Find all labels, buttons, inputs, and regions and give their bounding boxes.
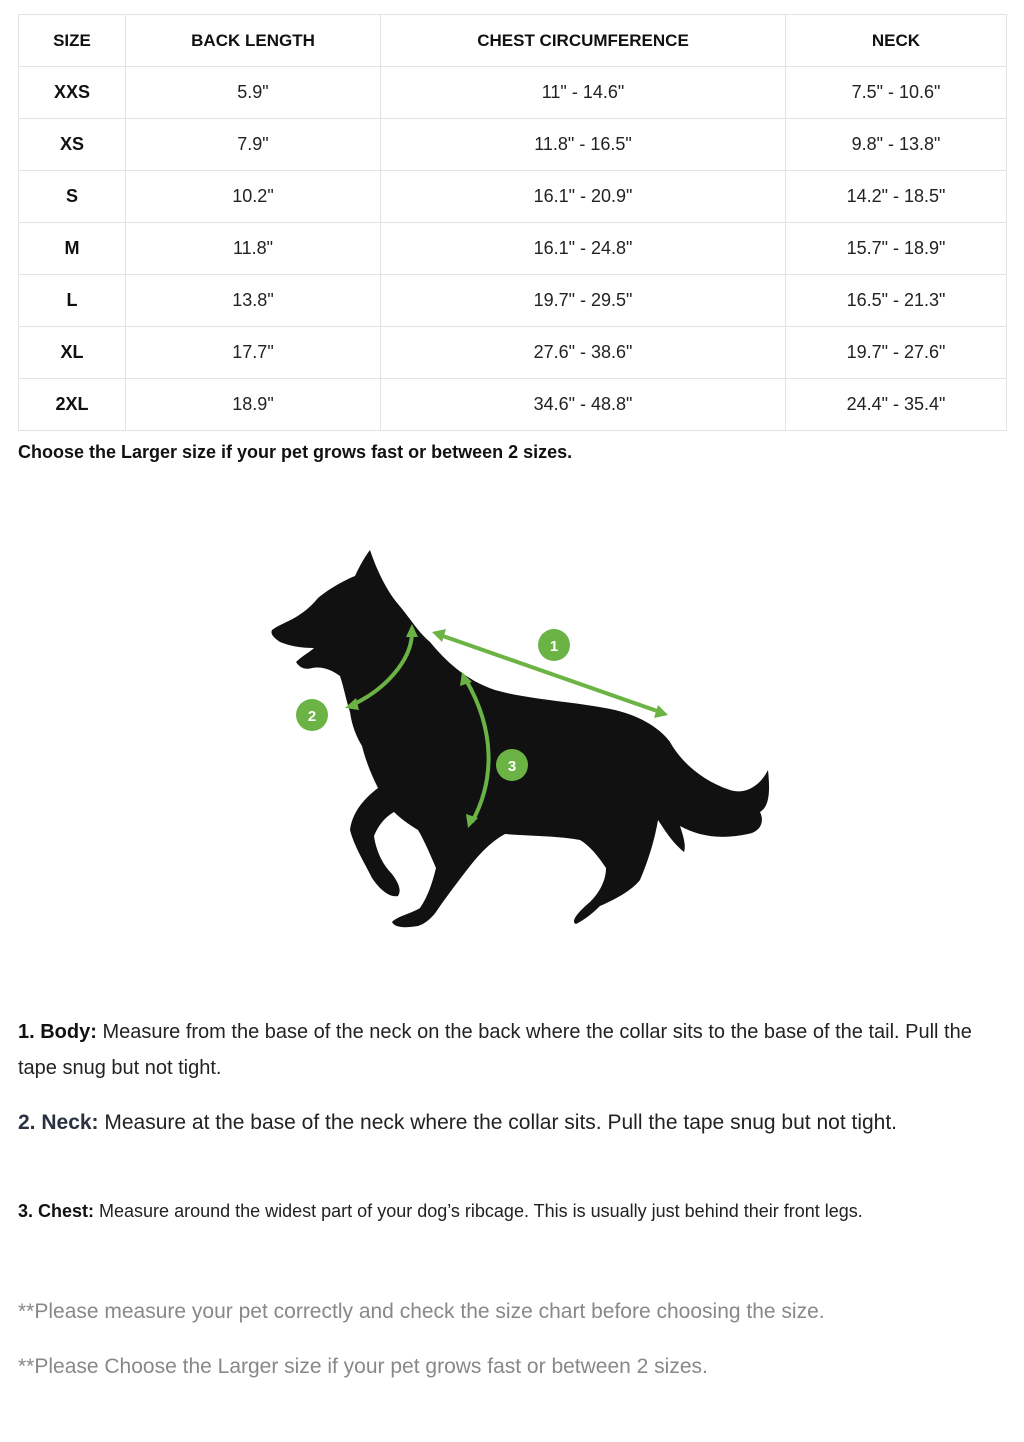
table-row: [19, 275, 1007, 327]
body-instruction-label: 1. Body:: [18, 1021, 97, 1043]
table-row: [19, 119, 1007, 171]
size-cell: S: [19, 171, 126, 223]
size-cell: XXS: [19, 67, 126, 119]
header-size: SIZE: [19, 15, 126, 67]
size-cell: XL: [19, 327, 126, 379]
header-back-length: BACK LENGTH: [126, 15, 381, 67]
marker-2-label: 2: [307, 708, 317, 725]
dog-measurement-diagram: [250, 530, 810, 950]
neck-cell: 24.4" - 35.4": [786, 379, 1007, 431]
chest-cell: 11" - 14.6": [381, 67, 786, 119]
neck-cell: 9.8" - 13.8": [786, 119, 1007, 171]
chest-cell: 19.7" - 29.5": [381, 275, 786, 327]
back-length-cell: 13.8": [126, 275, 381, 327]
back-length-cell: 18.9": [126, 379, 381, 431]
size-chart-table: [18, 14, 1007, 431]
chest-cell: 34.6" - 48.8": [381, 379, 786, 431]
chest-cell: 16.1" - 24.8": [381, 223, 786, 275]
body-instruction-text: Measure from the base of the neck on the back where the collar sits to the base of the tail. Pull the tape snug but not tight.: [18, 1021, 972, 1079]
back-length-cell: 11.8": [126, 223, 381, 275]
body-instruction: [18, 1014, 1008, 1086]
back-length-cell: 10.2": [126, 171, 381, 223]
header-neck: NECK: [786, 15, 1007, 67]
neck-cell: 15.7" - 18.9": [786, 223, 1007, 275]
size-cell: L: [19, 275, 126, 327]
arrowhead-icon: [432, 629, 446, 642]
table-row: [19, 379, 1007, 431]
larger-size-footnote: **Please Choose the Larger size if your pet grows fast or between 2 sizes.: [18, 1355, 708, 1378]
table-row: [19, 67, 1007, 119]
table-row: [19, 223, 1007, 275]
header-chest-circumference: CHEST CIRCUMFERENCE: [381, 15, 786, 67]
chest-cell: 16.1" - 20.9": [381, 171, 786, 223]
size-cell: XS: [19, 119, 126, 171]
back-length-cell: 17.7": [126, 327, 381, 379]
size-advice-note: Choose the Larger size if your pet grows fast or between 2 sizes.: [18, 442, 573, 462]
neck-instruction-text: Measure at the base of the neck where the collar sits. Pull the tape snug but not tight.: [98, 1111, 898, 1134]
measure-footnote: **Please measure your pet correctly and check the size chart before choosing the size.: [18, 1300, 825, 1323]
size-cell: 2XL: [19, 379, 126, 431]
chest-instruction-text: Measure around the widest part of your dog’s ribcage. This is usually just behind their front legs.: [94, 1201, 863, 1221]
neck-cell: 14.2" - 18.5": [786, 171, 1007, 223]
chest-instruction-label: 3. Chest:: [18, 1201, 95, 1221]
neck-instruction-label: 2. Neck:: [18, 1111, 99, 1134]
back-length-cell: 7.9": [126, 119, 381, 171]
dog-silhouette: [271, 550, 769, 927]
back-length-cell: 5.9": [126, 67, 381, 119]
arrowhead-icon: [654, 705, 668, 718]
neck-cell: 16.5" - 21.3": [786, 275, 1007, 327]
size-cell: M: [19, 223, 126, 275]
table-row: [19, 327, 1007, 379]
chest-instruction: [18, 1196, 1008, 1226]
chest-cell: 27.6" - 38.6": [381, 327, 786, 379]
table-row: [19, 171, 1007, 223]
neck-instruction: [18, 1105, 1008, 1141]
neck-cell: 7.5" - 10.6": [786, 67, 1007, 119]
chest-cell: 11.8" - 16.5": [381, 119, 786, 171]
neck-cell: 19.7" - 27.6": [786, 327, 1007, 379]
marker-3-label: 3: [507, 758, 517, 775]
table-header-row: [19, 15, 1007, 67]
marker-1-label: 1: [549, 638, 559, 655]
